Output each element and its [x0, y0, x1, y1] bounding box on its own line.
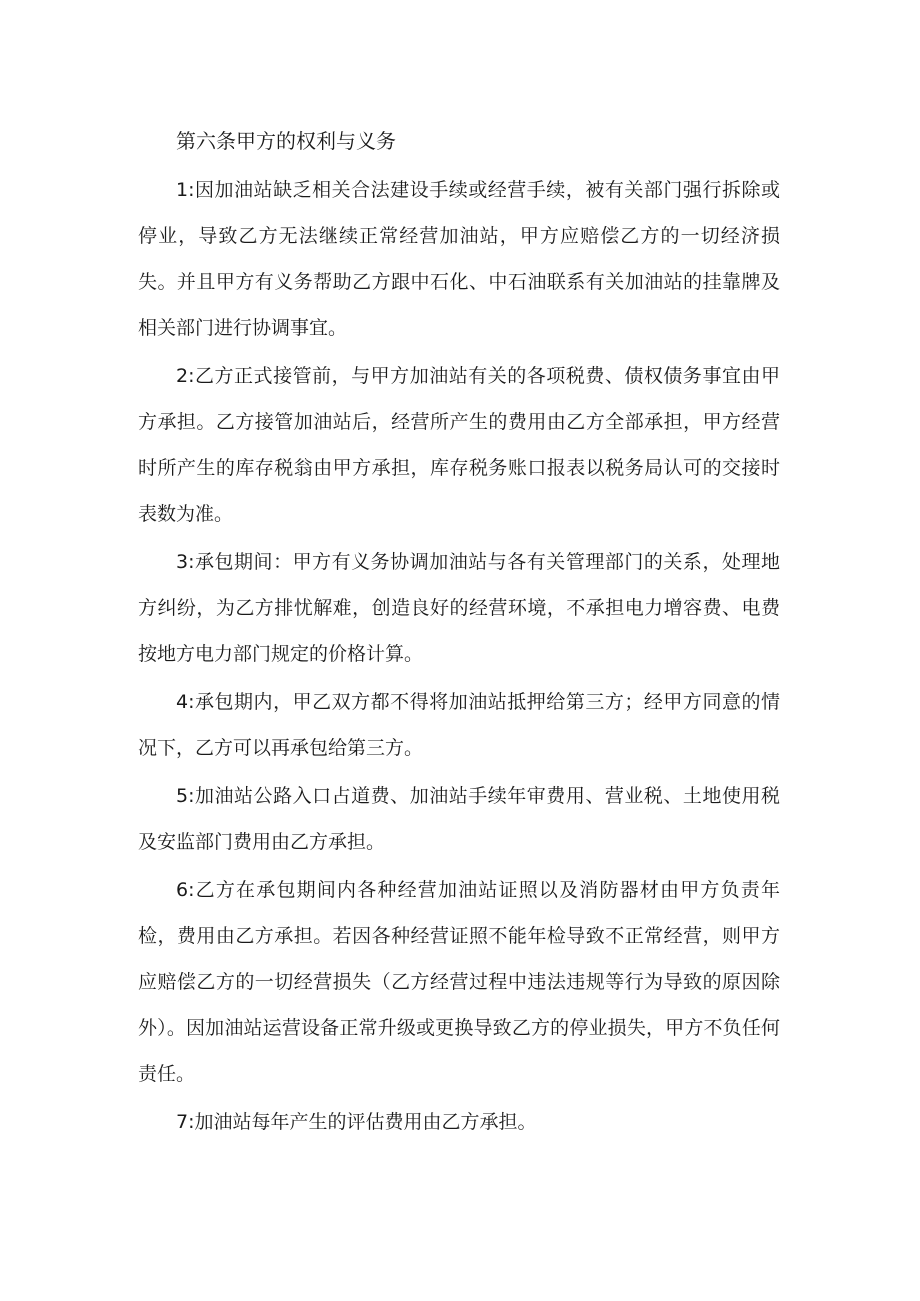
clause-4: 4:承包期内，甲乙双方都不得将加油站抵押给第三方；经甲方同意的情况下，乙方可以再承包给第三方。 — [138, 691, 780, 759]
clause-5: 5:加油站公路入口占道费、加油站手续年审费用、营业税、土地使用税及安监部门费用由乙方承担。 — [138, 785, 780, 853]
clause-6: 6:乙方在承包期间内各种经营加油站证照以及消防器材由甲方负责年检，费用由乙方承担。若因各种经营证照不能年检导致不正常经营，则甲方应赔偿乙方的一切经营损失（乙方经营过程中违法违规等行为导致的原因除外）。因加油站运营设备正常升级或更换导致乙方的停业损失，甲方不负任何责任。 — [138, 879, 780, 1085]
document-body — [138, 123, 780, 1147]
article-heading: 第六条甲方的权利与义务 — [176, 129, 396, 153]
clause-1: 1:因加油站缺乏相关合法建设手续或经营手续，被有关部门强行拆除或停业，导致乙方无法继续正常经营加油站，甲方应赔偿乙方的一切经济损失。并且甲方有义务帮助乙方跟中石化、中石油联系有关加油站的挂靠牌及相关部门进行协调事宜。 — [138, 179, 780, 339]
clause-7: 7:加油站每年产生的评估费用由乙方承担。 — [176, 1111, 537, 1133]
clause-2: 2:乙方正式接管前，与甲方加油站有关的各项税费、债权债务事宜由甲方承担。乙方接管加油站后，经营所产生的费用由乙方全部承担，甲方经营时所产生的库存税翁由甲方承担，库存税务账口报表以税务局认可的交接时表数为准。 — [138, 365, 780, 525]
clause-3: 3:承包期间：甲方有义务协调加油站与各有关管理部门的关系，处理地方纠纷，为乙方排忧解难，创造良好的经营环境，不承担电力增容费、电费按地方电力部门规定的价格计算。 — [138, 551, 780, 665]
